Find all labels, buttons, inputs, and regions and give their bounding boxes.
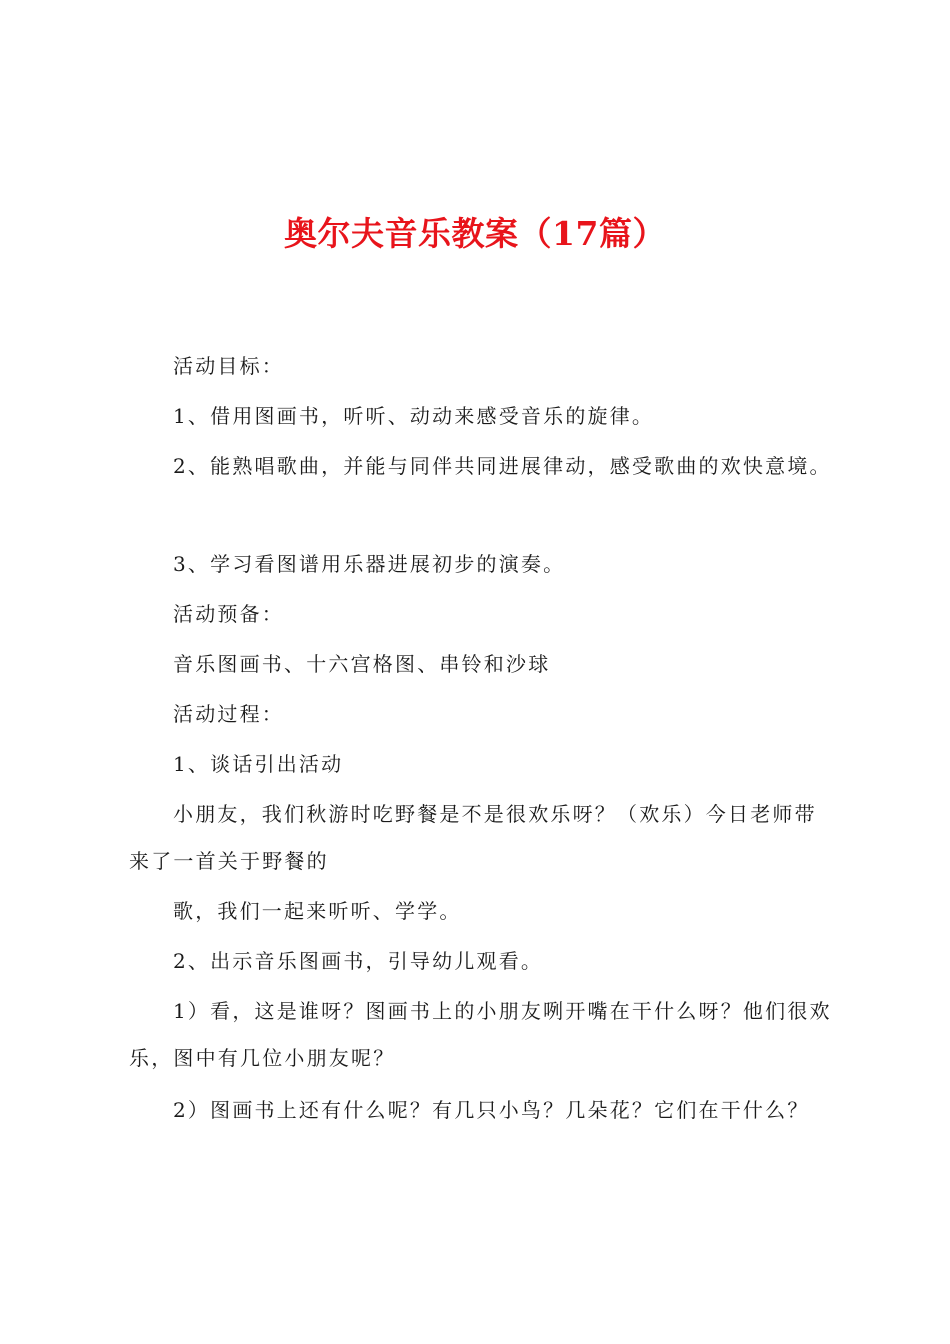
text-line: 来了一首关于野餐的 — [129, 849, 329, 873]
text-line: 2、出示音乐图画书，引导幼儿观看。 — [173, 949, 544, 973]
text-line: 活动过程： — [173, 702, 284, 726]
text-line: 音乐图画书、十六宫格图、串铃和沙球 — [173, 652, 551, 676]
text-line: 2）图画书上还有什么呢？有几只小鸟？几朵花？它们在干什么？ — [173, 1098, 810, 1122]
document-title: 奥尔夫音乐教案（17篇） — [284, 214, 666, 253]
text-line: 乐，图中有几位小朋友呢？ — [129, 1046, 396, 1070]
text-line: 小朋友，我们秋游时吃野餐是不是很欢乐呀？（欢乐）今日老师带 — [173, 802, 817, 826]
text-line: 1、谈话引出活动 — [173, 752, 344, 776]
text-line: 2、能熟唱歌曲，并能与同伴共同进展律动，感受歌曲的欢快意境。 — [173, 454, 832, 478]
text-line: 歌，我们一起来听听、学学。 — [173, 899, 462, 923]
text-line: 活动目标： — [173, 354, 284, 378]
text-line: 活动预备： — [173, 602, 284, 626]
text-line: 3、学习看图谱用乐器进展初步的演奏。 — [173, 552, 566, 576]
text-line: 1）看，这是谁呀？图画书上的小朋友咧开嘴在干什么呀？他们很欢 — [173, 999, 832, 1023]
text-line: 1、借用图画书，听听、动动来感受音乐的旋律。 — [173, 404, 655, 428]
